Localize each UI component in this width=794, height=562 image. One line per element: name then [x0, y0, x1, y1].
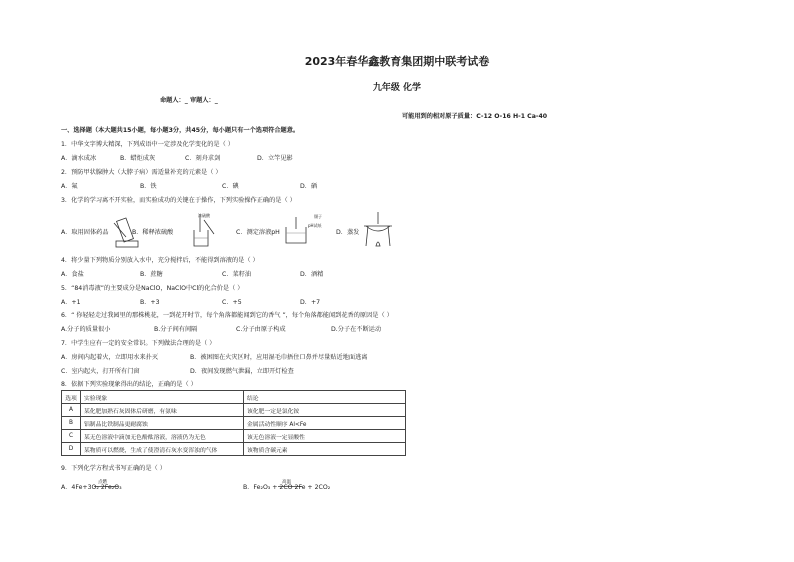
table-cell: 某无色溶液中滴加无色酚酞溶液，溶液仍为无色 — [81, 430, 244, 443]
table-cell: 该物质含碳元素 — [244, 443, 406, 456]
table-row — [62, 430, 406, 443]
figure-ph-test — [282, 215, 312, 245]
table-cell: B — [62, 417, 81, 430]
atomic-masses: 可能用到的相对原子质量：C-12 O-16 H-1 Ca-40 — [402, 113, 548, 120]
table-cell: 该化肥一定是氯化铵 — [244, 404, 406, 417]
label-tweezers: 镊子 — [314, 214, 322, 219]
table-cell: 金属活动性顺序 Al<Fe — [244, 417, 406, 430]
q1-option-d: D．立竿见影 — [257, 155, 293, 162]
q2-option-c: C．碘 — [222, 183, 239, 190]
q1-stem: 1．中华文字博大精深，下列成语中一定涉及化学变化的是（ ） — [61, 141, 234, 148]
table-cell: 某化肥加熟石灰固体后研磨，有氨味 — [81, 404, 244, 417]
q6-option-c: C.分子由原子构成 — [236, 326, 286, 333]
table-cell: 该无色溶液一定显酸性 — [244, 430, 406, 443]
table-header-cell: 选项 — [62, 391, 81, 404]
q1-option-c: C．刻舟求剑 — [185, 155, 221, 162]
q4-stem: 4．将少量下列物质分别放入水中，充分搅拌后，不能得到溶液的是（ ） — [61, 257, 259, 264]
q6-stem: 6．“ 你轻轻走过我园里的那株桃花，一到花开时节，每个角落都能闻到它的香气 ”，每个角落都能闻到花香的原因是（ ） — [61, 312, 393, 319]
table-row — [62, 443, 406, 456]
table-row — [62, 404, 406, 417]
q6-option-a: A.分子的质量很小 — [61, 326, 111, 333]
q1-option-b: B．蜡炬成灰 — [120, 155, 156, 162]
q4-option-a: A．食盐 — [61, 271, 84, 278]
table-cell: D — [62, 443, 81, 456]
table-header-cell: 实验现象 — [81, 391, 244, 404]
exam-grade: 九年级 化学 — [372, 83, 422, 93]
q9-option-a: A．4Fe+3O₂ 2Fe₂O₃ — [61, 484, 122, 491]
condition-ignite: 点燃 — [98, 480, 107, 485]
figure-evaporation — [358, 210, 394, 250]
label-ph-paper: pH试纸 — [308, 223, 322, 228]
q1-option-a: A．滴水成冰 — [61, 155, 97, 162]
table-cell: 铝制品比铁制品更耐腐蚀 — [81, 417, 244, 430]
table-row — [62, 417, 406, 430]
setter-line: 命题人：_ 审题人：_ — [160, 97, 218, 104]
q3-option-a: A．取用固体药品 — [61, 229, 109, 236]
condition-high-temp: 高温 — [282, 480, 291, 485]
q2-option-b: B．铁 — [140, 183, 157, 190]
q8-stem: 8．依据下列实验现象得出的结论，正确的是（ ） — [61, 381, 197, 388]
q8-table — [61, 390, 406, 456]
q5-option-a: A．+1 — [61, 299, 81, 306]
q7-option-a: A．房间内起着火，立即用水来扑灭 — [61, 354, 159, 361]
table-header-cell: 结论 — [244, 391, 406, 404]
q9-option-b: B．Fe₂O₃ + 2CO 2Fe + 2CO₂ — [243, 484, 331, 491]
q6-option-d: D.分子在不断运动 — [331, 326, 382, 333]
q4-option-d: D．酒精 — [300, 271, 324, 278]
q3-option-b: B．稀释浓硫酸 — [132, 229, 174, 236]
q2-option-a: A．氟 — [61, 183, 78, 190]
q7-option-c: C．室内起火，打开所有门窗 — [61, 368, 140, 375]
table-cell: 某物质可以燃烧，生成了使澄清石灰水变浑浊的气体 — [81, 443, 244, 456]
exam-title: 2023年春华鑫教育集团期中联考试卷 — [304, 55, 490, 68]
q5-option-c: C．+5 — [222, 299, 242, 306]
q9-stem: 9．下列化学方程式书写正确的是（ ） — [61, 465, 166, 472]
q7-option-b: B．被困图在火灾区时，应用湿毛巾捂住口鼻并尽量贴近地面逃离 — [190, 354, 368, 361]
q5-option-d: D．+7 — [300, 299, 321, 306]
q6-option-b: B.分子间有间隔 — [154, 326, 198, 333]
q3-stem: 3．化学的学习离不开实验，而实验成功的关键在于操作，下列实验操作正确的是（ ） — [61, 197, 296, 204]
section-1-heading: 一、选择题（本大题共15小题，每小题3分，共45分，每小题只有一个选项符合题意。 — [61, 127, 300, 134]
q4-option-c: C．菜籽油 — [222, 271, 252, 278]
q2-stem: 2．预防甲状腺肿大（大脖子病）需适量补充的元素是（ ） — [61, 169, 222, 176]
table-cell: C — [62, 430, 81, 443]
q3-option-d: D．蒸发 — [336, 229, 360, 236]
q5-stem: 5．“84消毒液”的主要成分是NaClO，NaClO中Cl的化合价是（ ） — [61, 285, 244, 292]
label-conc-acid: 浓硫酸 — [198, 213, 210, 218]
q2-option-d: D．硒 — [300, 183, 318, 190]
table-cell: A — [62, 404, 81, 417]
q5-option-b: B．+3 — [140, 299, 160, 306]
q7-option-d: D．夜间发现燃气泄漏，立即开灯检查 — [190, 368, 294, 375]
q3-option-c: C．测定溶液pH — [236, 229, 280, 236]
q7-stem: 7．中学生应有一定的安全常识。下列做法合理的是（ ） — [61, 340, 216, 347]
q4-option-b: B．蔗糖 — [140, 271, 163, 278]
table-header-row — [62, 391, 406, 404]
